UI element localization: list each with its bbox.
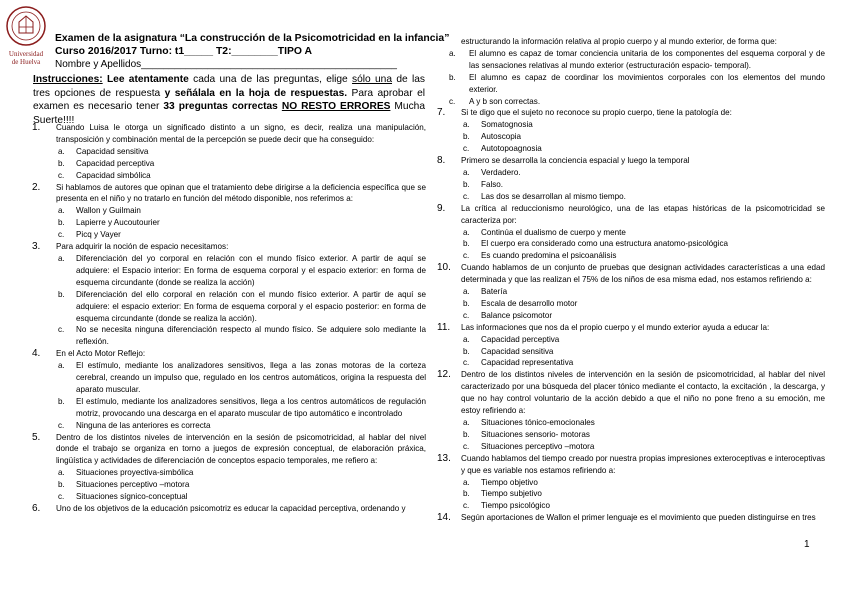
option-text: Autotopoagnosia [481,144,542,154]
answer-option [449,96,825,108]
option-text: Escala de desarrollo motor [481,298,578,308]
answer-option [58,205,426,217]
option-letter: b. [463,346,470,356]
option-letter: c. [463,310,470,320]
answer-option [463,429,825,441]
option-letter: b. [463,132,470,142]
option-text: No se necesita ninguna diferenciación respecto al mundo físico. Se adquiere solo mediante la reflexión. [76,325,426,347]
answer-option [58,158,426,170]
option-text: El estímulo, mediante los analizadores sensitivos, llega a los centros automáticos de regulación motriz, provocando una descarga en el aparato muscular de tipo automático e incontrolado [76,396,426,418]
option-letter: c. [58,325,65,335]
option-letter: b. [463,179,470,189]
answer-option [463,488,825,500]
option-letter: a. [58,206,65,216]
question-number: 4. [32,348,41,360]
answer-option [463,227,825,239]
option-letter: b. [58,218,65,228]
answer-option [449,72,825,96]
option-text: Picq y Vayer [76,230,121,240]
option-text: El estímulo, mediante los analizadores sensitivos, llega a las zonas motoras de la corteza cerebral, creando un impulso que, regulado en los centros automáticos, origina la respuesta del aparato muscular. [76,361,426,394]
option-text: El cuerpo era considerado como una estructura anatomo-psicológica [481,239,728,249]
answer-option [58,360,426,396]
option-text: El alumno es capaz de coordinar los movimientos corporales con los elementos del mundo exterior. [469,72,825,94]
answer-option [463,500,825,512]
logo-text-line2: de Huelva [11,58,41,66]
answer-option [463,310,825,322]
option-letter: a. [463,120,470,130]
instructions-part4: de las tres opciones de respuesta [33,74,425,99]
question-text: Dentro de los distintos niveles de intervención en la sesión de psicomotricidad, al hablar del nivel caracterizado por una búsqueda del placer tónico mediante el contacto, la excitación , la descarga, y que no hay control voluntario de la acción debido a que el niño no pone freno a su emoción, me estoy refiriendo a: [461,370,825,416]
answer-option [463,191,825,203]
option-text: Capacidad perceptiva [76,158,155,168]
option-letter: c. [463,251,470,261]
option-letter: b. [463,489,470,499]
option-text: Capacidad sensitiva [481,346,554,356]
answer-option [463,179,825,191]
option-text: Capacidad representativa [481,358,574,368]
instructions-label: Instrucciones: [33,74,103,85]
question-text: Cuando Luisa le otorga un significado distinto a un signo, es decir, realiza una manipulación, transposición y combinación mental de la percepción se puede decir que ha conseguido: [56,123,426,144]
option-letter: b. [463,239,470,249]
option-text: Balance psicomotor [481,310,553,320]
answer-option [58,467,426,479]
option-text: Tiempo psicológico [481,501,550,511]
option-text: A y b son correctas. [469,96,541,106]
question-text: Cuando hablamos de un conjunto de pruebas que designan actividades características a una edad determinada y que las realizan el 75% de los niños de esa misma edad, nos estamos refiriendo a: [461,263,825,285]
course-line: Curso 2016/2017 Turno: t1_____ T2:________TIPO A [55,46,313,57]
question-item [435,262,825,286]
option-text: El alumno es capaz de tomar conciencia unitaria de los componentes del esquema corporal y de las sensaciones relativas al mundo exterior (estructuración espacio- temporal). [469,48,825,70]
question-number: 8. [437,155,446,167]
option-letter: b. [58,158,65,168]
question-number: 6. [32,503,41,514]
option-text: Situaciones tónico-emocionales [481,418,595,427]
option-letter: c. [463,501,470,511]
option-text: Capacidad sensitiva [76,146,149,156]
page-number: 1 [804,539,810,550]
option-letter: a. [449,48,456,58]
question-number: 7. [437,107,446,119]
question-text: Si te digo que el sujeto no reconoce su propio cuerpo, tiene la patología de: [461,108,732,118]
option-letter: c. [58,420,65,430]
question-item [435,453,825,477]
question-number: 12. [437,369,451,381]
option-letter: a. [463,418,470,427]
option-letter: a. [463,227,470,237]
option-text: Capacidad perceptiva [481,334,560,344]
answer-option [463,477,825,489]
option-letter: c. [463,144,470,154]
instructions-part6: Para aprobar el examen es necesario tener [33,87,425,112]
answer-option [463,357,825,369]
question-number: 5. [32,431,41,443]
question-item [30,122,426,146]
questions-right-list [435,107,825,524]
question-item [30,182,426,206]
question-text: Para adquirir la noción de espacio necesitamos: [56,242,229,252]
answer-option [58,253,426,289]
answer-option [58,396,426,420]
instructions-part2: cada una de las preguntas, elige [188,74,353,85]
option-letter: c. [58,170,65,180]
option-letter: a. [463,334,470,344]
option-text: Wallon y Guilmain [76,206,141,216]
answer-option [58,229,426,241]
instructions-part8: NO RESTO ERRORES [281,101,391,112]
question-item [435,155,825,167]
instructions-part9: Mucha Suerte!!!! [33,101,425,126]
instructions [33,73,425,127]
option-letter: a. [58,146,65,156]
option-letter: a. [58,361,65,371]
option-text: Situaciones sensorio- motoras [481,429,590,439]
option-letter: b. [463,298,470,308]
instructions-part3: sólo una [352,74,393,85]
option-letter: a. [58,468,65,478]
instructions-part7: 33 preguntas correctas [163,101,278,112]
option-letter: c. [463,441,470,451]
question-item [30,241,426,253]
option-text: Tiempo subjetivo [481,489,542,499]
question-text: Uno de los objetivos de la educación psicomotriz es educar la capacidad perceptiva, ordenando y [56,504,406,513]
answer-option [58,491,426,503]
option-letter: b. [58,480,65,490]
question-item [30,503,426,515]
answer-option [58,479,426,491]
option-text: Verdadero. [481,167,521,177]
option-text: Lapierre y Aucoutourier [76,218,160,228]
option-letter: b. [463,429,470,439]
answer-option [463,441,825,453]
answer-option [463,167,825,179]
option-letter: a. [463,167,470,177]
answer-option [463,131,825,143]
option-letter: b. [58,396,65,406]
answer-option [58,289,426,325]
question-item [435,322,825,334]
question-text: Dentro de los distintos niveles de intervención en la sesión de psicomotricidad, al hablar del nivel donde el trabajo se organiza en torno a juegos de expresión conceptual, de elaboración práxica, lingüística y actividades de diferenciación de conceptos espacio temporales, me refiero a: [56,432,426,466]
question-number: 13. [437,452,451,464]
option-text: Autoscopia [481,132,522,142]
question-item [435,512,825,524]
question-6-continuation: estructurando la información relativa al propio cuerpo y al mundo exterior, de forma que: [461,37,777,46]
answer-option [463,298,825,310]
question-text: La crítica al reduccionismo neurológico, una de las etapas históricas de la psicomotricidad se caracteriza por: [461,203,825,225]
answer-option [58,217,426,229]
question-number: 1. [32,122,41,133]
answer-option [463,286,825,298]
questions-left-column [30,122,426,515]
option-letter: b. [58,289,65,299]
option-text: Diferenciación del ello corporal en relación con el mundo físico exterior. A partir de aquí se adquiere: el espacio exterior: En forma de esquema corporal y el espacio posterior: en forma de esquema circundante (donde se realiza la acción). [76,289,426,323]
option-letter: c. [463,191,470,201]
answer-option [58,420,426,432]
answer-option [58,170,426,182]
question-text: Según aportaciones de Wallon el primer lenguaje es el movimiento que pueden distinguirse en tres [461,513,816,523]
option-text: Diferenciación del yo corporal en relación con el mundo físico exterior. A partir de aquí se adquiere: el Espacio interior: En forma de esquema corporal y el espacio exterior: en forma de esquema circundante (donde se realiza la acción) [76,253,426,287]
question-text: Si hablamos de autores que opinan que el tratamiento debe dirigirse a la deficiencia específica que se presenta en el niño y no tratarlo en función del método disponible, nos referimos a: [56,182,426,204]
question-item [30,432,426,468]
university-seal-icon [5,3,47,49]
question-text: En el Acto Motor Reflejo: [56,349,146,359]
question-number: 3. [32,241,41,253]
answer-option [463,238,825,250]
option-text: Situaciones perceptivo –motora [76,480,190,490]
answer-option [463,250,825,262]
option-letter: c. [449,96,456,106]
question-item [30,348,426,360]
exam-title: Examen de la asignatura “La construcción de la Psicomotricidad en la infancia” [55,33,450,44]
option-letter: b. [449,72,456,82]
option-letter: a. [463,287,470,297]
question-item [435,203,825,227]
option-letter: c. [58,492,65,502]
option-text: Capacidad simbólica [76,170,151,180]
answer-option [463,417,825,429]
questions-right-column [435,36,825,524]
question-number: 10. [437,262,451,274]
question-number: 11. [437,321,451,333]
question-6-options [435,48,825,108]
question-number: 9. [437,202,446,214]
option-letter: a. [463,477,470,487]
option-letter: c. [58,230,65,240]
logo-text-line1: Universidad [8,50,44,58]
option-text: Falso. [481,179,504,189]
question-text: Cuando hablamos del tiempo creado por nuestra propias impresiones exteroceptivas e interoceptivas y que es variable nos estamos refiriendo a: [461,453,825,475]
option-letter: c. [463,358,470,368]
question-number: 2. [32,181,41,193]
option-text: Situaciones perceptivo –motora [481,441,595,451]
answer-option [463,143,825,155]
option-text: Las dos se desarrollan al mismo tiempo. [481,191,626,201]
option-text: Batería [481,287,508,297]
answer-option [58,324,426,348]
question-number: 14. [437,512,451,524]
question-text: Las informaciones que nos da el propio cuerpo y el mundo exterior ayuda a educar la: [461,322,770,332]
option-text: Es cuando predomina el psicoanálisis [481,251,617,261]
question-item [435,369,825,417]
university-logo [5,3,47,67]
answer-option [58,146,426,158]
question-item [435,107,825,119]
option-text: Situaciones sígnico-conceptual [76,492,188,502]
answer-option [463,346,825,358]
instructions-part5: y señálala en la hoja de respuestas. [164,87,348,99]
answer-option [463,334,825,346]
option-text: Somatognosia [481,120,533,130]
answer-option [449,48,825,72]
name-line: Nombre y Apellidos______________________________________________ [55,59,397,70]
answer-option [463,119,825,131]
option-letter: a. [58,253,65,263]
option-text: Situaciones proyectiva-simbólica [76,468,194,478]
question-text: Primero se desarrolla la conciencia espacial y luego la temporal [461,156,690,166]
option-text: Tiempo objetivo [481,477,538,487]
instructions-part1: Lee atentamente [102,74,189,85]
option-text: Continúa el dualismo de cuerpo y mente [481,227,626,237]
option-text: Ninguna de las anteriores es correcta [76,420,211,430]
